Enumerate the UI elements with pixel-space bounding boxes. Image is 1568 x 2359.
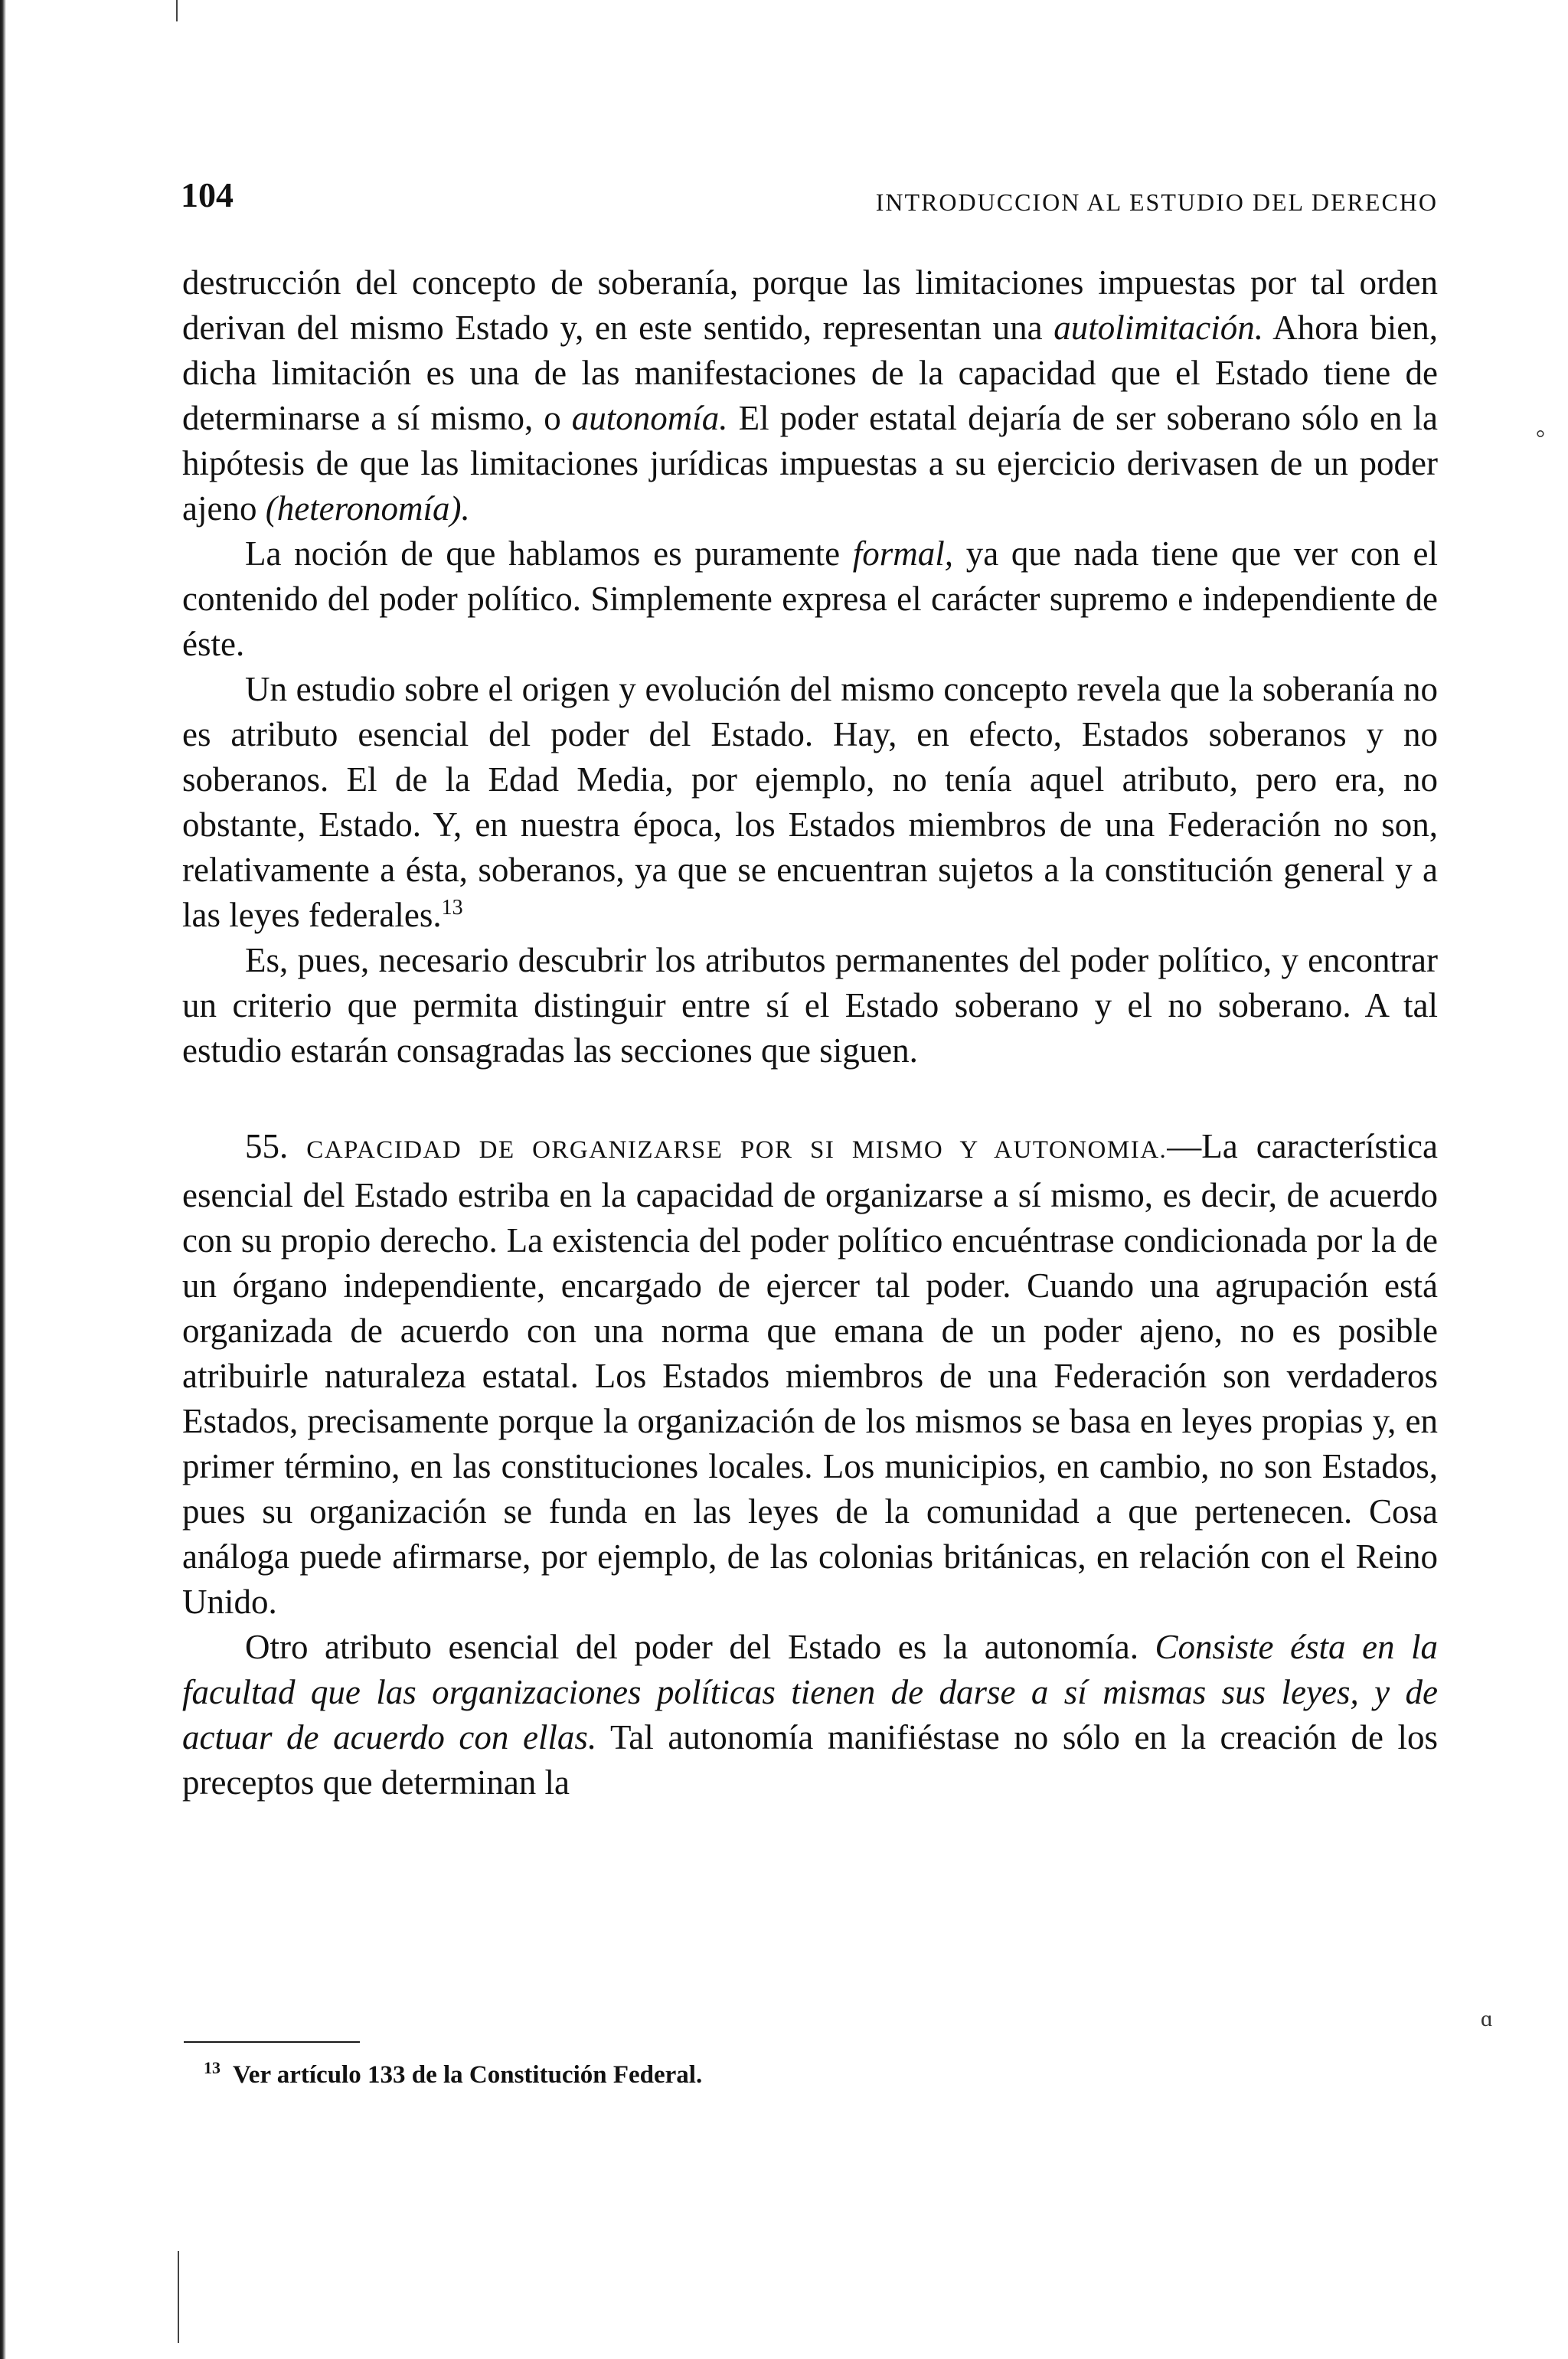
italic-text: autonomía. (571, 399, 728, 437)
page-number: 104 (181, 175, 234, 214)
paragraph (182, 667, 1438, 938)
footnote (204, 2058, 703, 2089)
margin-speck: ° (1536, 426, 1545, 451)
paragraph (182, 1625, 1438, 1805)
margin-speck: ɑ (1481, 2006, 1493, 2031)
text-run: El poder estatal dejaría de ser soberano sólo en la hipótesis de que las limitaciones jurídicas impuestas a su ejercicio derivasen de un poder ajeno (182, 399, 1439, 528)
text-run: Ahora bien, dicha limitación es una de las manifestaciones de la capacidad que el Estado tiene de determinarse a sí mismo, o (182, 309, 1438, 437)
running-title: INTRODUCCION AL ESTUDIO DEL DERECHO (875, 188, 1438, 216)
text-run: ya que nada tiene que ver con el contenido del poder político. Simplemente expresa el carácter supremo e independiente de éste. (182, 534, 1438, 663)
footnote-number: 13 (204, 2058, 220, 2077)
margin-mark-line (178, 2251, 179, 2343)
italic-text: (heteronomía). (265, 489, 470, 528)
text-run: destrucción del concepto de soberanía, porque las limitaciones impuestas por tal orden derivan del mismo Estado y, en este sentido, representan una (182, 263, 1438, 347)
text-run: —La característica esencial del Estado estriba en la capacidad de organizarse a sí mismo, es decir, de acuerdo con su propio derecho. La existencia del poder político encuéntrase condicionada por la de un órgano independiente, encargado de ejercer tal poder. Cuando una agrupación está organizada de acuerdo con una norma que emana de un poder ajeno, no es posible atribuirle naturaleza estatal. Los Estados miembros de una Federación son verdaderos Estados, precisamente porque la organización de los mismos se basa en leyes propias y, en primer término, en las constituciones locales. Los municipios, en cambio, no son Estados, pues su organización se funda en las leyes de la comunidad a que pertenecen. Cosa análoga puede afirmarse, por ejemplo, de las colonias británicas, en relación con el Reino Unido. (182, 1127, 1438, 1621)
footnote-reference: 13 (441, 896, 463, 920)
section-number: 55. (245, 1127, 307, 1165)
italic-text: Consiste ésta en la facultad que las organizaciones políticas tienen de darse a sí mismas sus leyes, y de actuar de acuerdo con ellas. (182, 1628, 1438, 1756)
paragraph (182, 260, 1438, 531)
text-run: Un estudio sobre el origen y evolución del mismo concepto revela que la soberanía no es atributo esencial del poder del Estado. Hay, en efecto, Estados soberanos y no soberanos. El de la Edad Media, por ejemplo, no tenía aquel atributo, pero era, no obstante, Estado. Y, en nuestra época, los Estados miembros de una Federación no son, relativamente a ésta, soberanos, ya que se encuentran sujetos a la constitución general y a las leyes federales. (182, 670, 1438, 934)
italic-text: autolimitación. (1054, 309, 1263, 347)
italic-text: formal, (852, 534, 954, 573)
text-run: La noción de que hablamos es puramente (245, 534, 853, 573)
scan-edge-shadow (0, 0, 6, 2359)
text-run: Tal autonomía manifiéstase no sólo en la creación de los preceptos que determinan la (182, 1718, 1438, 1802)
paragraph (182, 531, 1438, 667)
footnote-text: Ver artículo 133 de la Constitución Federal. (233, 2061, 703, 2089)
running-head (175, 175, 1438, 228)
section-paragraph (182, 1124, 1438, 1625)
text-run: Otro atributo esencial del poder del Estado es la autonomía. (245, 1628, 1155, 1666)
footnote-rule (184, 2041, 360, 2043)
section-heading: CAPACIDAD DE ORGANIZARSE POR SI MISMO Y AUTONOMIA. (306, 1136, 1168, 1164)
margin-mark-line (176, 0, 178, 21)
body-text (182, 260, 1438, 1805)
paragraph (182, 938, 1438, 1073)
book-page (175, 0, 1438, 2359)
section-gap (182, 1073, 1438, 1124)
text-run: Es, pues, necesario descubrir los atributos permanentes del poder político, y encontrar un criterio que permita distinguir entre sí el Estado soberano y el no soberano. A tal estudio estarán consagradas las secciones que siguen. (182, 941, 1438, 1070)
